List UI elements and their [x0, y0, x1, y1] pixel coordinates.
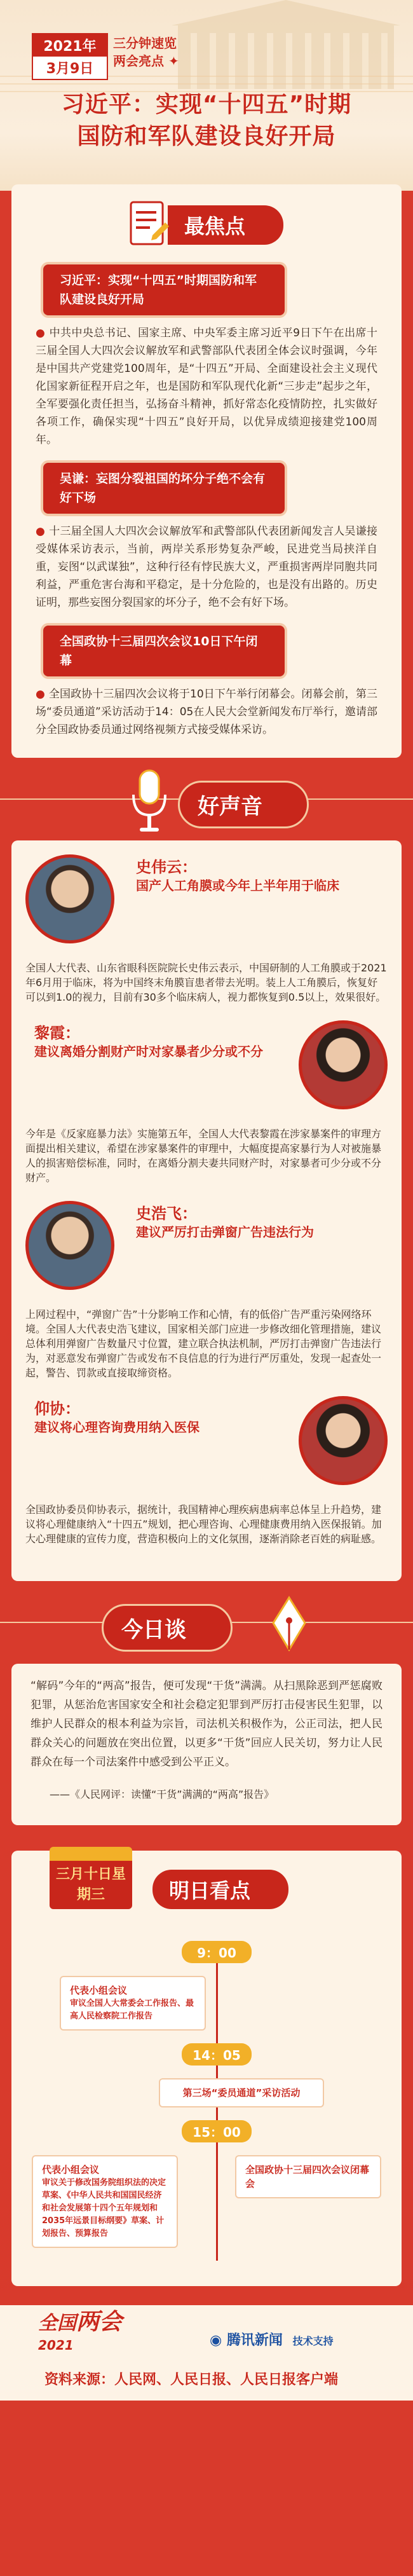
person-name: 史浩飞：: [136, 1205, 197, 1223]
timeline-time: 14：05: [182, 2043, 252, 2066]
person-quote: 建议将心理咨询费用纳入医保: [34, 1420, 200, 1435]
calendar-icon: [50, 1847, 132, 1910]
logo-top: [38, 2309, 123, 2335]
person-name: 史伟云：: [136, 858, 197, 876]
partner-logo: [210, 2329, 334, 2349]
person-text: 全国政协委员仰协表示，据统计，我国精神心理疾病患病率总体呈上升趋势，建议将心理健康纳入“十四五”规划，把心理咨询、心理健康费用纳入医保报销。加大心理健康的宣传力度，营造积极向上的文化氛围，逐渐消除老百姓的病耻感。: [25, 1504, 382, 1545]
document-icon: [127, 200, 172, 250]
focus-item-text: [25, 324, 388, 449]
lianghui-logo: [38, 2309, 123, 2356]
timeline-event: [32, 2155, 178, 2248]
person-name: 黎霞：: [34, 1024, 80, 1042]
focus-item: [25, 449, 388, 612]
focus-item: [25, 250, 388, 449]
person-card: [25, 1020, 388, 1109]
timeline-time: 15：00: [182, 2120, 252, 2142]
event-detail: 审议全国人大常委会工作报告、最高人民检察院工作报告: [70, 1999, 194, 2021]
event-title: 第三场“委员通道”采访活动: [182, 2087, 301, 2099]
person-header: [127, 854, 339, 943]
partner-tag: 技术支持: [292, 2335, 334, 2347]
timeline-row: [25, 2142, 388, 2261]
avatar: [299, 1020, 388, 1109]
person-quote: 建议离婚分割财产时对家暴者少分或不分: [34, 1044, 263, 1059]
brand-label: [113, 34, 179, 70]
calendar-binding: [50, 1847, 132, 1861]
bullet-icon: ●: [36, 327, 50, 339]
focus-section-header: [127, 200, 388, 250]
avatar: [25, 854, 114, 943]
focus-item: [25, 612, 388, 739]
focus-section-title: 最焦点: [168, 205, 283, 245]
voices-section-header: [0, 758, 413, 840]
person-text: 全国人大代表、山东省眼科医院院长史伟云表示，中国研制的人工角膜或于2021年6月用于临床，将为中国终末角膜盲患者带去光明。装上人工角膜后，恢复好可以到1.0的视力，目前有30多个临床病人，视力都恢复到0.5以上，效果很好。: [25, 962, 387, 1003]
person-text: 上网过程中，“弹窗广告”十分影响工作和心情，有的低俗广告严重污染网络环境。全国人大代表史浩飞建议，国家相关部门应进一步修改细化管理措施，建议总体利用弹窗广告数量尺寸位置，建立联合执法机制，严厉打击弹窗广告违法行为，对恶意发布弹窗广告或发布不良信息的行为进行严厉重处，发现一起查处一起，警告、罚款或直接取缔资格。: [25, 1308, 382, 1379]
event-title: 全国政协十三届四次会议闭幕会: [245, 2164, 370, 2189]
person-card: [25, 1396, 388, 1485]
schedule-section-title: 明日看点: [152, 1870, 288, 1909]
brand-line-2: [113, 52, 179, 70]
focus-item-tag: 习近平：实现“十四五”时期国防和军队建设良好开局: [43, 264, 285, 315]
schedule-timeline: [25, 1941, 388, 2261]
avatar: [299, 1396, 388, 1485]
header-banner: [0, 0, 413, 191]
logo-mid-text: 两会: [76, 2309, 123, 2335]
today-section-title: 今日谈: [102, 1604, 233, 1652]
brand-line-2-text: 两会亮点: [113, 53, 164, 69]
today-section: [11, 1664, 402, 1825]
event-title: 代表小组会议: [42, 2164, 100, 2175]
logo-year: 2021: [38, 2338, 74, 2353]
focus-item-text-body: 十三届全国人大四次会议解放军和武警部队代表团新闻发言人吴谦接受媒体采访表示，当前，两岸关系形势复杂严峻，民进党当局挟洋自重，妄图“以武谋独”，这种行径有悖民族大义，严重损害两岸同胞共同利益，严重危害台海和平稳定，是十分危险的，也是没有出路的。历史证明，那些妄图分裂国家的坏分子，绝不会有好下场。: [36, 525, 377, 609]
focus-item-tag: 吴谦：妄图分裂祖国的坏分子绝不会有好下场: [43, 463, 285, 514]
bullet-icon: ●: [36, 525, 50, 538]
brand-line-1: 三分钟速览: [113, 36, 177, 51]
footer: [0, 2305, 413, 2401]
date-badge: [32, 33, 108, 80]
voices-section: [11, 840, 402, 1581]
date-day: 3月9日: [46, 61, 94, 77]
today-source: ——《人民网评：读懂“干货”满满的“两高”报告》: [50, 1788, 274, 1800]
timeline-event: [60, 1976, 206, 2031]
person-header: [25, 1396, 299, 1485]
sparkle-icon: ✦: [168, 53, 179, 69]
page-title-line-2: 国防和军队建设良好开局: [77, 123, 336, 149]
calendar-date: 三月十日星期三: [50, 1861, 132, 1909]
tencent-news-icon: ◉: [210, 2333, 222, 2348]
voices-section-title: 好声音: [178, 781, 309, 828]
bullet-icon: ●: [36, 688, 49, 701]
timeline-event: [235, 2155, 381, 2198]
pen-nib-icon: [267, 1595, 311, 1652]
focus-section: [11, 184, 402, 758]
focus-item-tag: 全国政协十三届四次会议10日下午闭幕: [43, 626, 285, 676]
person-card: [25, 1201, 388, 1290]
person-quote: 建议严厉打击弹窗广告违法行为: [136, 1224, 314, 1240]
today-text: “解码”今年的“两高”报告，便可发现“干货”满满。从扫黑除恶到严惩腐败犯罪，从惩治危害国家安全和社会稳定犯罪到严厉打击侵害民生犯罪，以维护人民群众的根本利益为宗旨，司法机关积极作为，公正司法，把人民群众关心的问题放在突出位置，以更多“干货”回应人民关切，努力让人民群众在每一个司法案件中感受到公平正义。: [30, 1680, 383, 1769]
person-card: [25, 854, 388, 943]
focus-item-text: [25, 685, 388, 739]
page-title-line-1: 习近平：实现“十四五”时期: [61, 92, 352, 118]
person-name: 仰协：: [34, 1400, 80, 1418]
page-title: [0, 89, 413, 153]
event-title: 代表小组会议: [70, 1985, 128, 1996]
focus-item-text-body: 全国政协十三届四次会议将于10日下午举行闭幕会。闭幕会前，第三场“委员通道”采访活动于14：05在人民大会堂新闻发布厅举行，邀请部分全国政协委员通过网络视频方式接受媒体采访。: [36, 688, 377, 736]
focus-item-text: [25, 523, 388, 612]
partner-name: 腾讯新闻: [226, 2333, 283, 2348]
person-text: 今年是《反家庭暴力法》实施第五年，全国人大代表黎霞在涉家暴案件的审理方面提出相关建议，希望在涉家暴案件的审理中，大幅度提高家暴行为人对被施暴人的损害赔偿标准，同时，在离婚分割夫妻共同财产时，对家暴者可少分或不分财产。: [25, 1128, 382, 1184]
schedule-section: [11, 1851, 402, 2286]
person-quote: 国产人工角膜或今年上半年用于临床: [136, 878, 339, 893]
person-header: [25, 1020, 299, 1109]
event-detail: 审议关于修改国务院组织法的决定草案、《中华人民共和国国民经济和社会发展第十四个五年规划和2035年远景目标纲要》草案、计划报告、预算报告: [42, 2178, 166, 2238]
microphone-icon: [127, 767, 172, 837]
today-section-header: [0, 1581, 413, 1664]
focus-item-text-body: 中共中央总书记、国家主席、中央军委主席习近平9日下午在出席十三届全国人大四次会议解放军和武警部队代表团全体会议时强调，今年是中国共产党建党100周年，是“十四五”开局、全面建设社会主义现代化国家新征程开启之年，也是国防和军队现代化新“三步走”起步之年，全军要强化责任担当，弘扬奋斗精神，抓好常态化疫情防控，扎实做好各项工作，确保实现“十四五”良好开局，以优异成绩迎接建党100周年。: [36, 327, 377, 446]
logo-top-text: 全国: [38, 2312, 76, 2334]
timeline-time: 9：00: [182, 1941, 252, 1963]
avatar: [25, 1201, 114, 1290]
data-source: 资料来源：人民网、人民日报、人民日报客户端: [44, 2372, 339, 2388]
timeline-event: [159, 2078, 324, 2107]
person-header: [127, 1201, 314, 1290]
date-year: 2021年: [33, 34, 107, 57]
